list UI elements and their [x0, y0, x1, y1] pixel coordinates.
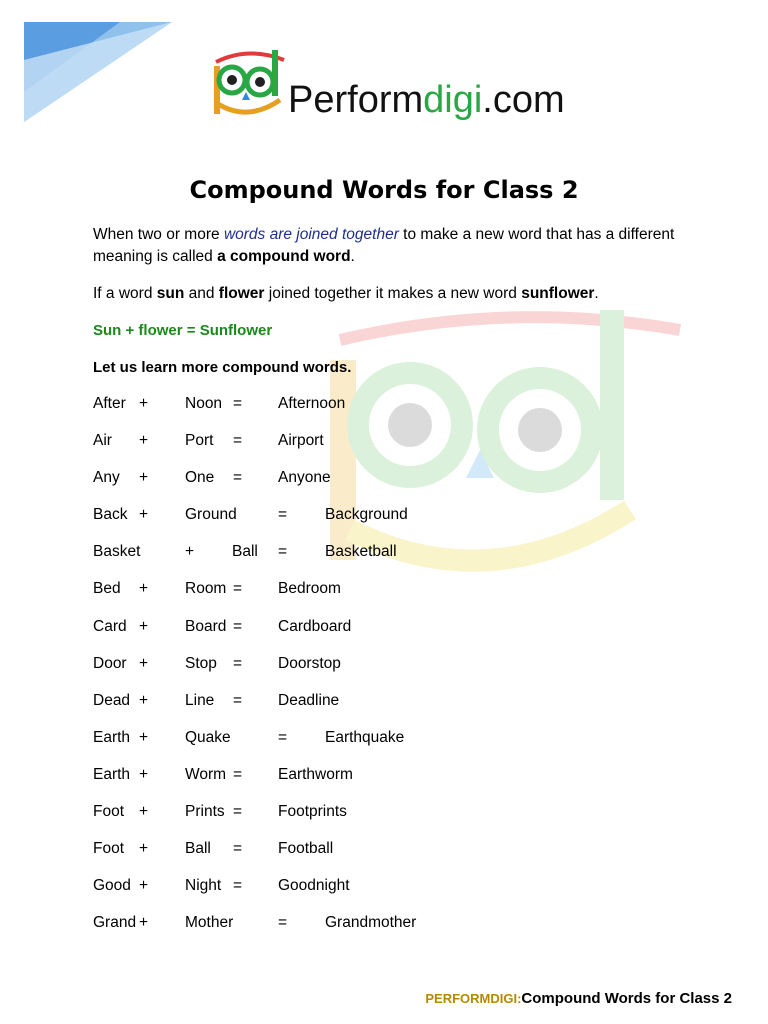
- intro-text: When two or more: [93, 226, 224, 243]
- first-word: Door: [93, 654, 127, 672]
- example-bold: flower: [218, 285, 265, 302]
- equals-sign: =: [233, 877, 243, 895]
- plus-sign: +: [185, 543, 195, 561]
- plus-sign: +: [139, 877, 149, 895]
- compound-word-row: [93, 578, 693, 615]
- equals-sign: =: [278, 543, 288, 561]
- plus-sign: +: [139, 432, 149, 450]
- equals-sign: =: [233, 654, 243, 672]
- compound-word: Basketball: [325, 543, 397, 561]
- compound-word-row: [93, 690, 693, 727]
- compound-word-row: [93, 801, 693, 838]
- compound-word-row: [93, 467, 693, 504]
- intro-text: to make a new word that has a different meaning is called: [93, 226, 675, 265]
- compound-word-row: [93, 616, 693, 653]
- first-word: Back: [93, 506, 128, 524]
- equals-sign: =: [233, 617, 243, 635]
- compound-word: Cardboard: [278, 617, 352, 635]
- plus-sign: +: [139, 691, 149, 709]
- first-word: Any: [93, 469, 120, 487]
- logo-text-prefix: Perform: [288, 79, 424, 121]
- first-word: Grand: [93, 914, 137, 932]
- second-word: Night: [185, 877, 222, 895]
- compound-word-row: [93, 912, 693, 949]
- footer-brand: PERFORMDIGI:: [425, 991, 522, 1006]
- compound-word: Doorstop: [278, 654, 341, 672]
- compound-word: Background: [325, 506, 408, 524]
- compound-word-row: [93, 393, 693, 430]
- equals-sign: =: [233, 469, 243, 487]
- plus-sign: +: [139, 469, 149, 487]
- first-word: Card: [93, 617, 127, 635]
- first-word: Earth: [93, 765, 131, 783]
- first-word: After: [93, 395, 126, 412]
- compound-word: Earthquake: [325, 728, 405, 746]
- example-sentence: [93, 283, 693, 305]
- example-text: and: [184, 285, 219, 302]
- footer-text: Compound Words for Class 2: [521, 990, 732, 1007]
- equals-sign: =: [278, 914, 288, 932]
- compound-word: Airport: [278, 432, 324, 450]
- second-word: Line: [185, 691, 215, 709]
- logo-text-accent: digi: [423, 79, 483, 121]
- compound-word: Afternoon: [278, 395, 346, 412]
- first-word: Earth: [93, 728, 131, 746]
- second-word: Noon: [185, 395, 223, 412]
- second-word: Quake: [185, 728, 231, 746]
- plus-sign: +: [139, 580, 149, 598]
- example-text: If a word: [93, 285, 157, 302]
- equals-sign: =: [233, 580, 243, 598]
- first-word: Air: [93, 432, 112, 450]
- equals-sign: =: [233, 803, 243, 821]
- example-bold: sun: [156, 285, 185, 302]
- compound-word: Football: [278, 840, 334, 858]
- compound-word-row: [93, 541, 693, 578]
- equals-sign: =: [233, 765, 243, 783]
- intro-italic-phrase: words are joined together: [223, 226, 399, 243]
- example-bold: sunflower: [521, 285, 595, 302]
- compound-word: Deadline: [278, 691, 340, 709]
- second-word: Board: [185, 617, 227, 635]
- equals-sign: =: [233, 432, 243, 450]
- equals-sign: =: [278, 728, 288, 746]
- compound-word: Earthworm: [278, 765, 353, 783]
- second-word: Worm: [185, 765, 227, 783]
- compound-word: Grandmother: [325, 914, 417, 932]
- first-word: Basket: [93, 543, 141, 561]
- second-word: Room: [185, 580, 227, 598]
- first-word: Foot: [93, 803, 125, 821]
- first-word: Foot: [93, 840, 125, 858]
- plus-sign: +: [139, 840, 149, 858]
- compound-word-row: [93, 727, 693, 764]
- second-word: Port: [185, 432, 214, 450]
- example-text: joined together it makes a new word: [264, 285, 522, 302]
- compound-word-row: [93, 838, 693, 875]
- second-word: One: [185, 469, 215, 487]
- equals-sign: =: [278, 506, 288, 524]
- logo-wordmark: [288, 78, 565, 122]
- second-word: Ball: [185, 840, 211, 858]
- intro-bold-term: a compound word: [217, 248, 351, 265]
- compound-word-list: [93, 393, 693, 949]
- compound-word-row: [93, 764, 693, 801]
- section-lead: Let us learn more compound words.: [93, 359, 352, 376]
- plus-sign: +: [139, 728, 149, 746]
- compound-word-row: [93, 875, 693, 912]
- plus-sign: +: [139, 395, 149, 412]
- compound-word-row: [93, 504, 693, 541]
- plus-sign: +: [139, 617, 149, 635]
- compound-word-row: [93, 430, 693, 467]
- example-equation: Sun + flower = Sunflower: [93, 322, 273, 339]
- first-word: Good: [93, 877, 131, 895]
- second-word: Prints: [185, 803, 225, 821]
- equals-sign: =: [233, 395, 243, 412]
- corner-decoration: [0, 0, 190, 130]
- second-word: Mother: [185, 914, 234, 932]
- compound-word: Goodnight: [278, 877, 350, 895]
- plus-sign: +: [139, 654, 149, 672]
- logo-text-suffix: .com: [482, 79, 565, 121]
- second-word: Ground: [185, 506, 237, 524]
- plus-sign: +: [139, 914, 149, 932]
- intro-paragraph: [93, 224, 693, 268]
- first-word: Dead: [93, 691, 131, 709]
- second-word: Ball: [232, 543, 258, 561]
- example-text: .: [594, 285, 599, 302]
- compound-word: Bedroom: [278, 580, 341, 598]
- intro-text: .: [350, 248, 355, 265]
- compound-word: Footprints: [278, 803, 347, 821]
- equals-sign: =: [233, 840, 243, 858]
- plus-sign: +: [139, 506, 149, 524]
- page-title: Compound Words for Class 2: [189, 176, 579, 204]
- compound-word: Anyone: [278, 469, 331, 487]
- page-footer: [425, 990, 732, 1007]
- compound-word-row: [93, 653, 693, 690]
- performdigi-logo-icon: [208, 44, 290, 118]
- plus-sign: +: [139, 765, 149, 783]
- first-word: Bed: [93, 580, 121, 598]
- plus-sign: +: [139, 803, 149, 821]
- second-word: Stop: [185, 654, 217, 672]
- equals-sign: =: [233, 691, 243, 709]
